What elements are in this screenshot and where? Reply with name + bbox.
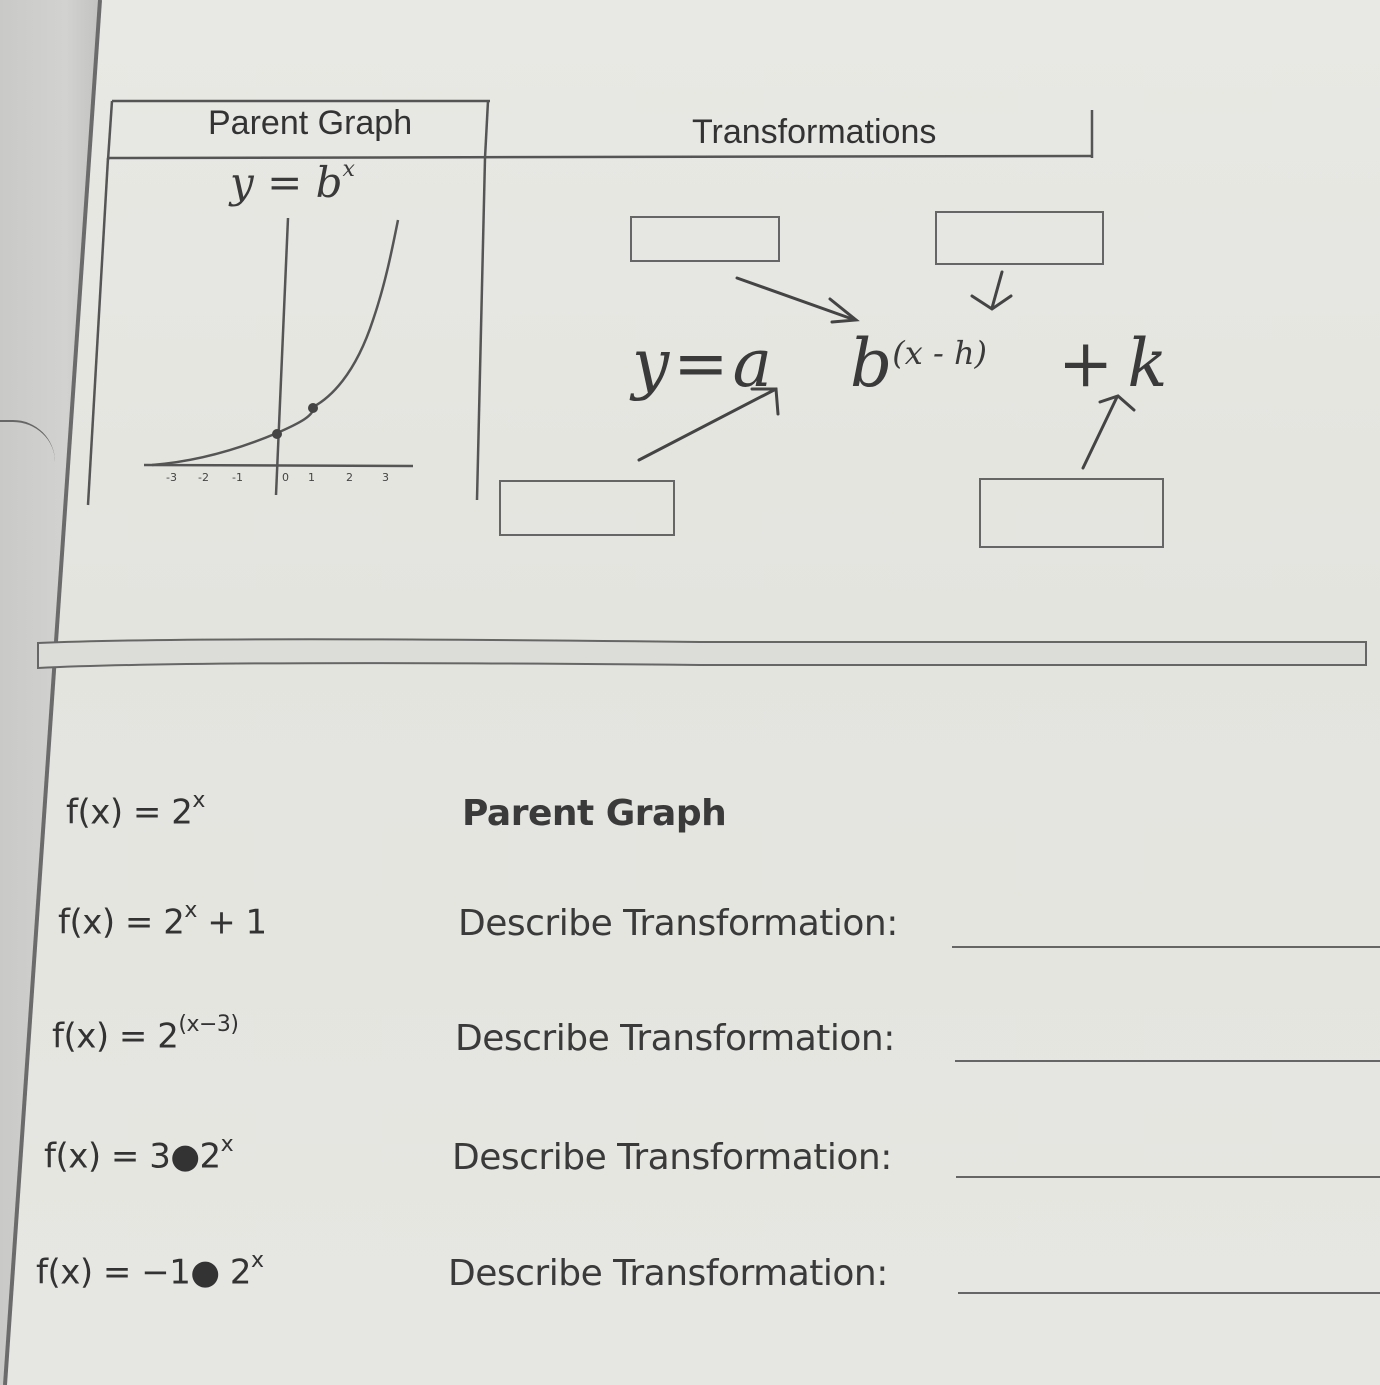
parent-equation: $y = b^x$: [230, 157, 355, 207]
arrow-to-k-icon: [1083, 397, 1117, 468]
problem-fx-3: $f(x) = 2^{(x-3)}$: [52, 1012, 239, 1057]
problem-fx-4: $f(x) = 3●2^x$: [44, 1132, 234, 1177]
answer-line-3[interactable]: [955, 1060, 1380, 1062]
answer-line-5[interactable]: [958, 1292, 1380, 1294]
problem-fx-5: f(x) = −1● 2$^x$: [36, 1248, 264, 1293]
answer-line-4[interactable]: [956, 1176, 1380, 1178]
formula-plus-k: + k: [1058, 325, 1168, 402]
problem-label-1: Parent Graph: [462, 793, 727, 834]
transformation-formula: y=a: [632, 325, 772, 402]
parent-graph-header: Parent Graph: [208, 104, 413, 142]
arrow-to-b-icon: [737, 278, 855, 320]
answer-line-2[interactable]: [952, 946, 1380, 948]
problem-label-4: Describe Transformation:: [452, 1137, 892, 1178]
problem-label-2: Describe Transformation:: [458, 903, 898, 944]
x-axis-ticks: -3 -2 -1 0 1 2 3: [166, 471, 389, 484]
problem-label-3: Describe Transformation:: [455, 1018, 895, 1059]
problem-label-5: Describe Transformation:: [448, 1253, 888, 1294]
arrow-to-a-icon: [639, 389, 776, 460]
transformations-header: Transformations: [692, 113, 937, 151]
problem-fx-2: $f(x) = 2^x + 1$: [58, 898, 267, 943]
problem-fx-1: $f(x) = 2^x$: [66, 788, 205, 833]
formula-base-exponent: $b^{(x - h)}$: [850, 325, 988, 402]
